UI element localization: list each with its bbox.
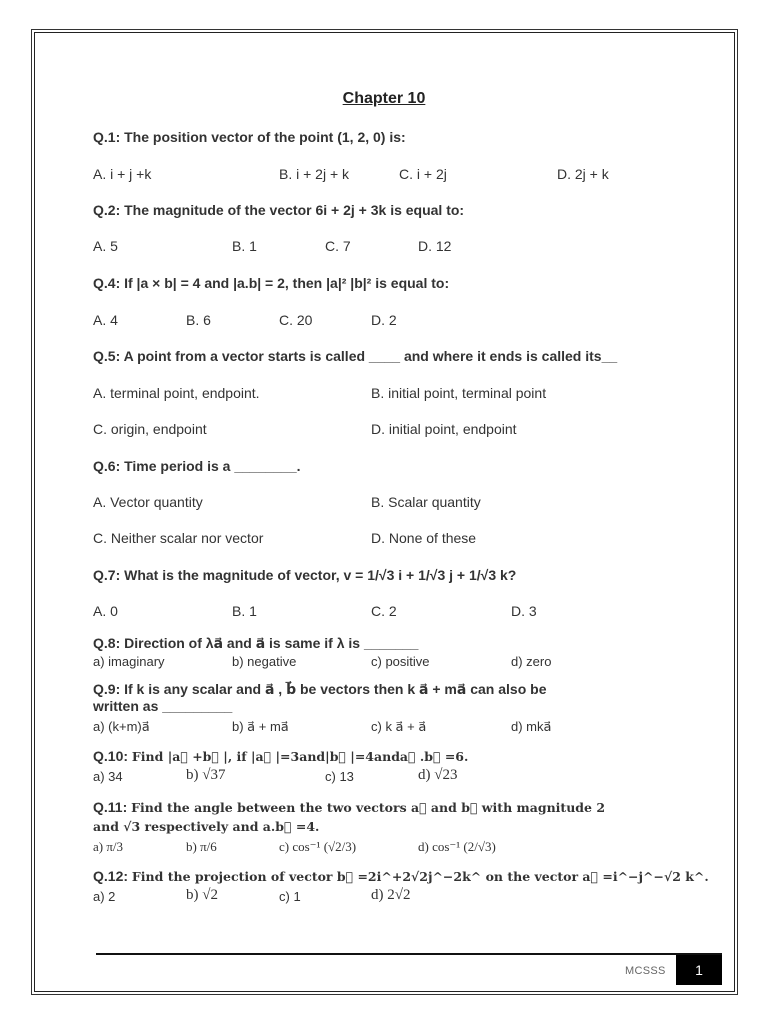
q11-option-a: a) π/3 — [93, 839, 124, 854]
q5-option-b: B. initial point, terminal point — [371, 385, 547, 401]
q10-option-b: b) √37 — [186, 767, 226, 783]
q11-text-2: and √3 respectively and a.b⃗ =4. — [93, 819, 320, 834]
q5-option-c: C. origin, endpoint — [93, 421, 207, 437]
q8-option-b: b) negative — [232, 654, 297, 669]
q2-option-d: D. 12 — [418, 238, 452, 254]
question-9-line-1: Q.9: If k is any scalar and a⃗ , b⃗ be vectors then k a⃗ + ma⃗ can also be — [93, 681, 547, 697]
q7-option-d: D. 3 — [511, 603, 537, 619]
q9-option-b: b) a⃗ + ma⃗ — [232, 719, 289, 734]
q7-option-a: A. 0 — [93, 603, 118, 619]
q5-option-a: A. terminal point, endpoint. — [93, 385, 260, 401]
q9-option-a: a) (k+m)a⃗ — [93, 719, 150, 734]
q6-option-b: B. Scalar quantity — [371, 494, 481, 510]
question-8: Q.8: Direction of λa⃗ and a⃗ is same if λ is _______ — [93, 635, 419, 651]
q10-option-a: a) 34 — [93, 769, 123, 784]
q11-label: Q.11: — [93, 799, 128, 815]
q8-option-c: c) positive — [371, 654, 430, 669]
q6-option-c: C. Neither scalar nor vector — [93, 530, 264, 546]
question-2: Q.2: The magnitude of the vector 6i + 2j + 3k is equal to: — [93, 202, 465, 218]
q4-option-d: D. 2 — [371, 312, 397, 328]
question-7: Q.7: What is the magnitude of vector, v = 1/√3 i + 1/√3 j + 1/√3 k? — [93, 567, 517, 583]
chapter-title: Chapter 10 — [342, 90, 426, 107]
q9-option-d: d) mka⃗ — [511, 719, 552, 734]
q10-label: Q.10: — [93, 748, 129, 764]
q12-option-b: b) √2 — [186, 887, 218, 903]
q12-option-a: a) 2 — [93, 889, 116, 904]
q4-option-a: A. 4 — [93, 312, 118, 328]
q8-option-d: d) zero — [511, 654, 552, 669]
question-6: Q.6: Time period is a ________. — [93, 458, 301, 474]
q11-option-c: c) cos⁻¹ (√2/3) — [279, 839, 357, 854]
question-5: Q.5: A point from a vector starts is called ____ and where it ends is called its__ — [93, 348, 618, 364]
q4-option-b: B. 6 — [186, 312, 211, 328]
question-12 — [93, 868, 709, 884]
q7-option-c: C. 2 — [371, 603, 397, 619]
q1-option-c: C. i + 2j — [399, 166, 447, 182]
q10-text: Find |a⃗ +b⃗ |, if |a⃗ |=3and|b⃗ |=4anda⃗ .b⃗ =6. — [131, 749, 469, 764]
q6-option-a: A. Vector quantity — [93, 494, 203, 510]
q11-text: Find the angle between the two vectors a⃗ and b⃗ with magnitude 2 — [131, 800, 606, 815]
q11-option-d: d) cos⁻¹ (2/√3) — [418, 839, 496, 854]
question-4: Q.4: If |a × b| = 4 and |a.b| = 2, then |a|² |b|² is equal to: — [93, 275, 450, 291]
q9-option-c: c) k a⃗ + a⃗ — [371, 719, 427, 734]
q7-option-b: B. 1 — [232, 603, 257, 619]
q6-option-d: D. None of these — [371, 530, 477, 546]
q1-option-d: D. 2j + k — [557, 166, 609, 182]
question-11-line-1 — [93, 799, 605, 815]
q10-option-c: c) 13 — [325, 769, 354, 784]
q11-option-b: b) π/6 — [186, 839, 217, 854]
q12-label: Q.12: — [93, 868, 129, 884]
q4-option-c: C. 20 — [279, 312, 313, 328]
q1-option-b: B. i + 2j + k — [279, 166, 350, 182]
q12-text: Find the projection of vector b⃗ =2i^+2√2j^−2k^ on the vector a⃗ =i^−j^−√2 k^. — [131, 869, 709, 884]
q10-option-d: d) √23 — [418, 767, 458, 783]
q8-option-a: a) imaginary — [93, 654, 165, 669]
question-1: Q.1: The position vector of the point (1, 2, 0) is: — [93, 129, 406, 145]
question-11-line-2 — [93, 818, 319, 834]
q2-option-a: A. 5 — [93, 238, 118, 254]
q12-option-d: d) 2√2 — [371, 887, 411, 903]
q2-option-b: B. 1 — [232, 238, 257, 254]
footer-org: MCSSS — [625, 965, 666, 977]
q5-option-d: D. initial point, endpoint — [371, 421, 517, 437]
question-10 — [93, 748, 468, 764]
page-number: 1 — [676, 955, 722, 985]
q1-option-a: A. i + j +k — [93, 166, 152, 182]
question-9-line-2: written as _________ — [93, 698, 233, 714]
q2-option-c: C. 7 — [325, 238, 351, 254]
footer-rule — [96, 953, 722, 955]
q12-option-c: c) 1 — [279, 889, 301, 904]
